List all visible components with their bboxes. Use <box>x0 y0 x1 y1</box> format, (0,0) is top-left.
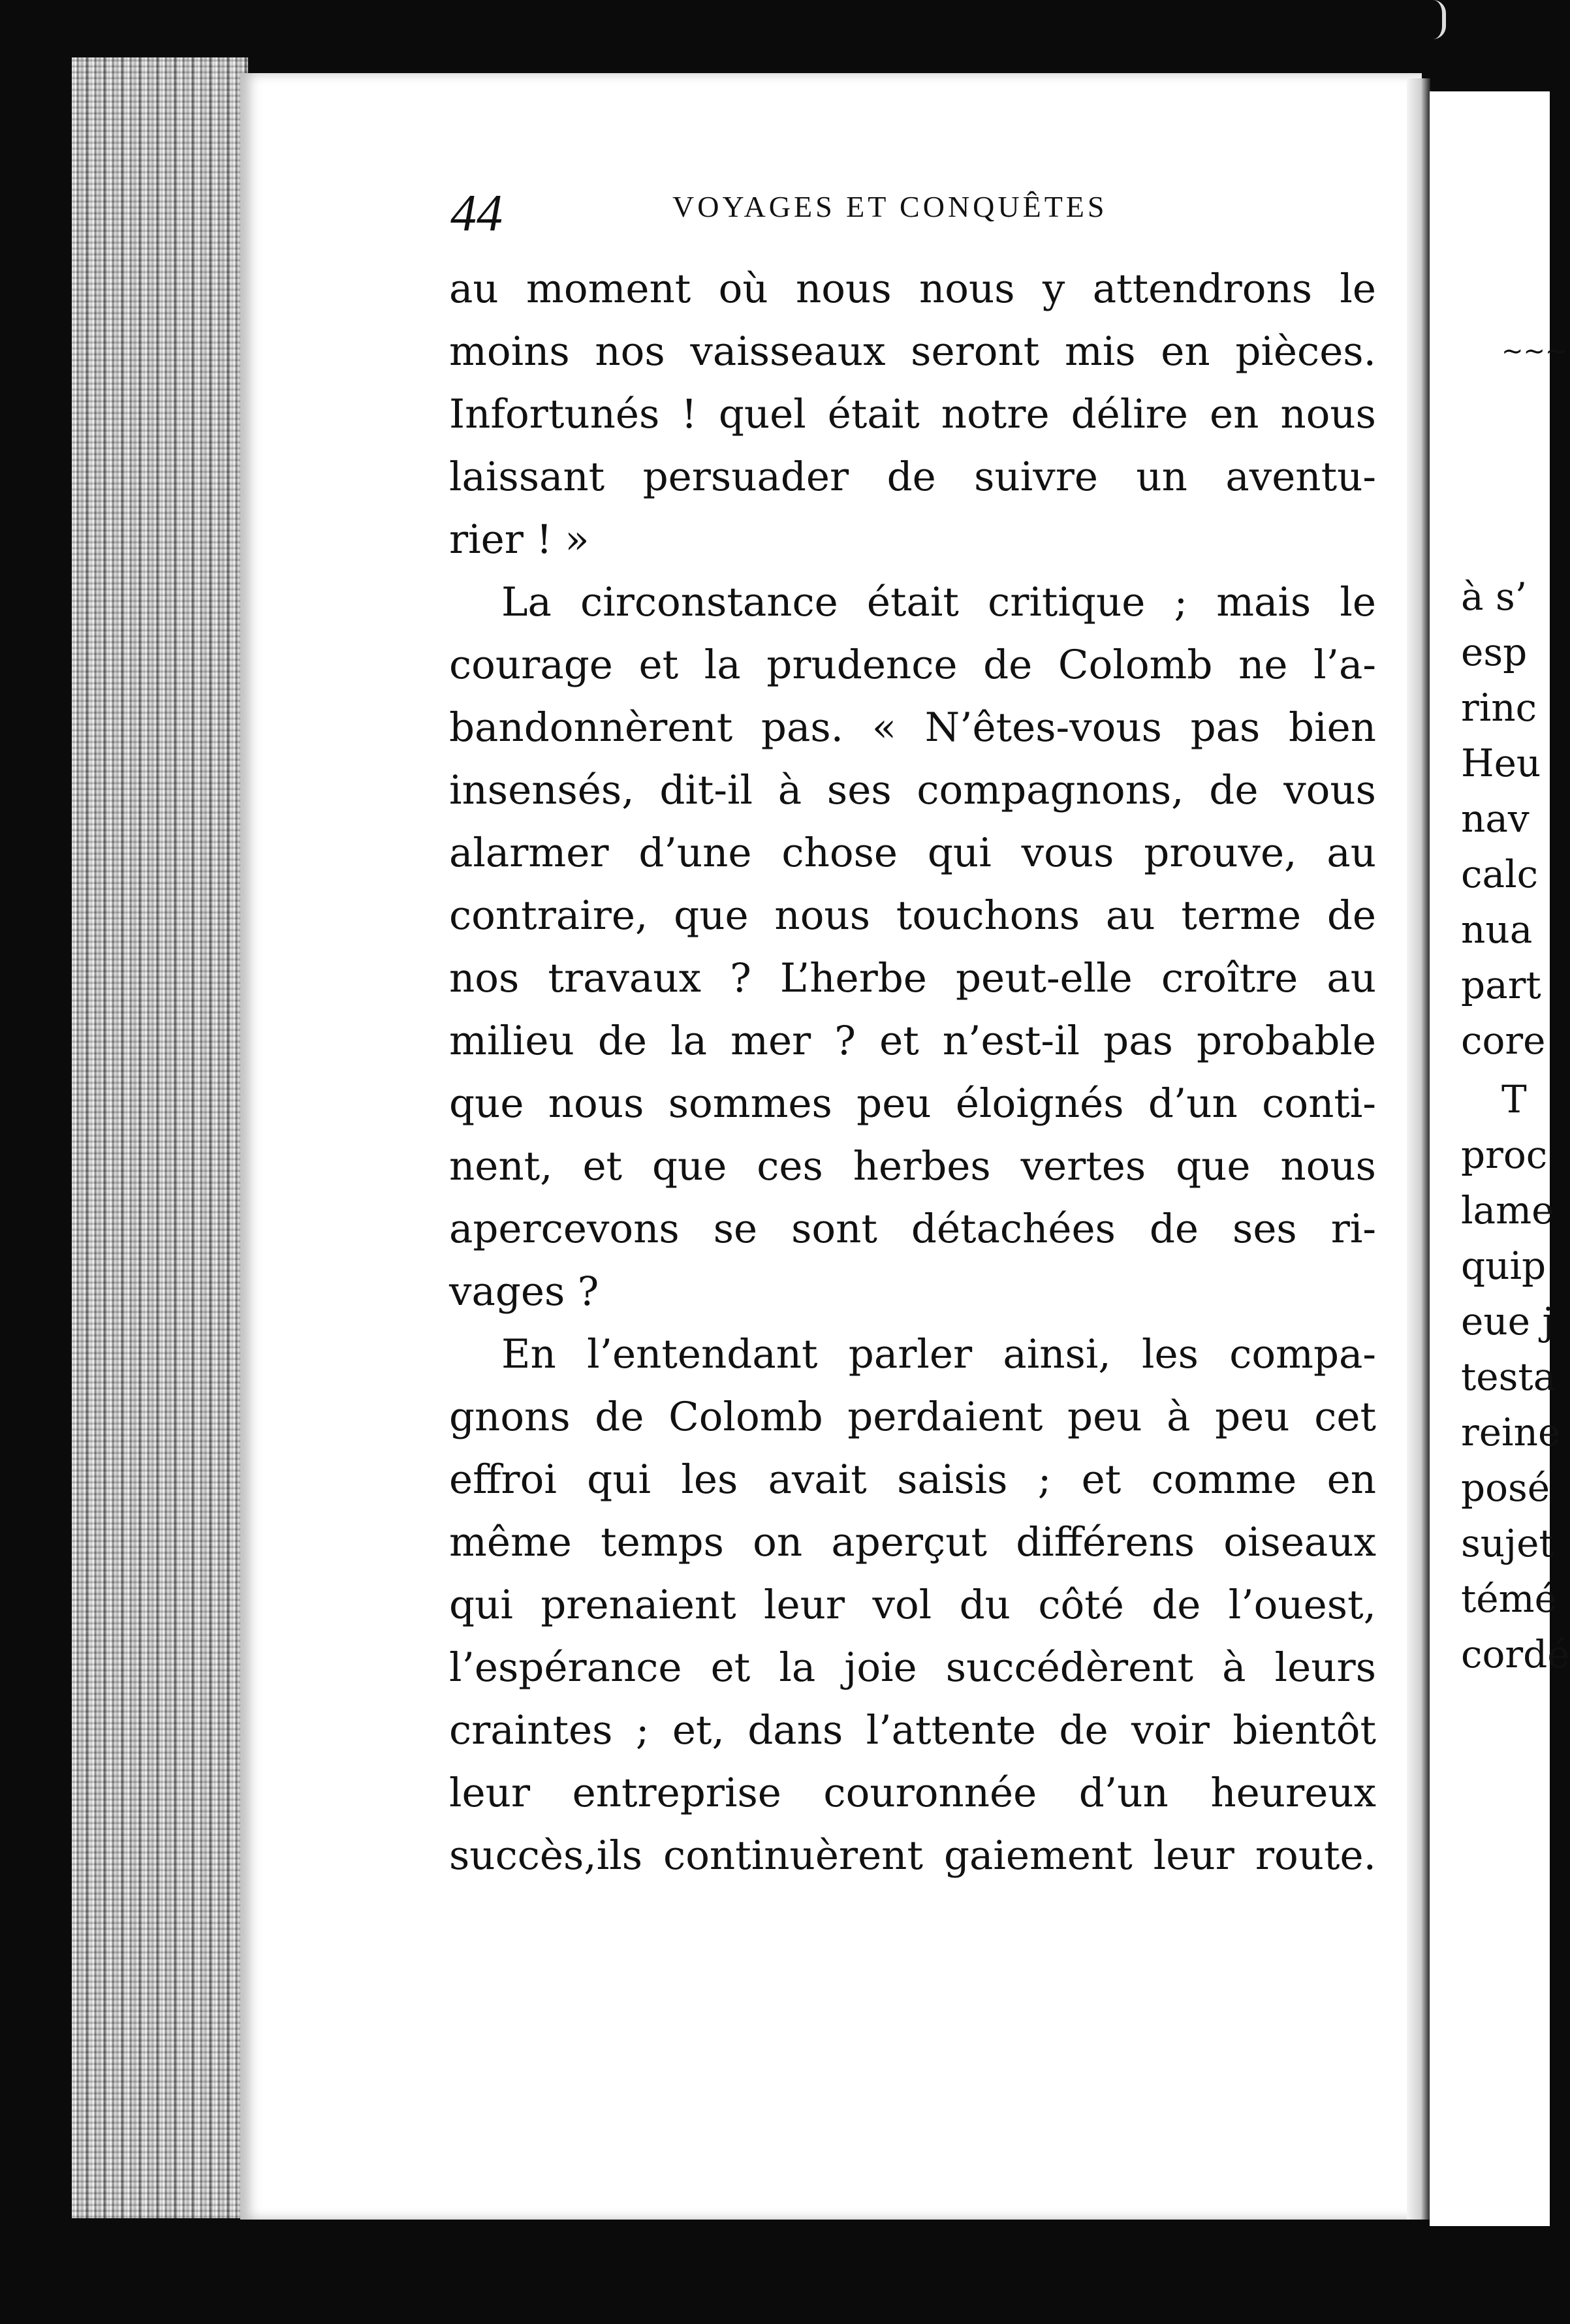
text-line: insensés, dit-il à ses compagnons, de vous <box>449 767 1376 813</box>
text-line: effroi qui les avait saisis ; et comme en <box>449 1456 1376 1503</box>
facing-text-fragment: quip <box>1461 1244 1546 1288</box>
text-line: En l’entendant parler ainsi, les compa- <box>501 1331 1376 1377</box>
facing-text-fragment: à s’ <box>1461 574 1528 619</box>
facing-page <box>1430 91 1570 2226</box>
text-line: l’espérance et la joie succédèrent à leurs <box>449 1644 1376 1691</box>
facing-text-fragment: cordé <box>1461 1632 1570 1676</box>
text-line: leur entreprise couronnée d’un heureux <box>449 1770 1376 1816</box>
text-line: courage et la prudence de Colomb ne l’a- <box>449 642 1376 688</box>
running-head-title: VOYAGES ET CONQUÊTES <box>672 190 1108 223</box>
facing-text-fragment: nua <box>1461 907 1533 952</box>
facing-text-fragment: rinc <box>1461 685 1537 730</box>
book-gutter <box>1407 78 1430 2220</box>
text-line: nent, et que ces herbes vertes que nous <box>449 1143 1376 1189</box>
text-line: moins nos vaisseaux seront mis en pièces. <box>449 328 1376 375</box>
facing-text-fragment: lame <box>1461 1188 1554 1233</box>
text-line: au moment où nous nous y attendrons le <box>449 266 1376 312</box>
facing-text-fragment: proc <box>1461 1133 1548 1177</box>
text-line: milieu de la mer ? et n’est-il pas probable <box>449 1018 1376 1064</box>
text-line: nos travaux ? L’herbe peut-elle croître au <box>449 955 1376 1001</box>
page-number: 44 <box>450 185 503 242</box>
facing-text-fragment: nav <box>1461 796 1530 841</box>
facing-text-fragment: core <box>1461 1018 1546 1063</box>
facing-text-fragment: témé <box>1461 1577 1557 1621</box>
facing-text-fragment: reine <box>1461 1410 1561 1454</box>
text-line: alarmer d’une chose qui vous prouve, au <box>449 830 1376 876</box>
text-line: La circonstance était critique ; mais le <box>501 579 1376 625</box>
facing-text-fragment: posé <box>1461 1466 1550 1510</box>
facing-text-fragment: esp <box>1461 630 1528 674</box>
facing-text-fragment: calc <box>1461 852 1539 896</box>
facing-text-fragment: Heu <box>1461 741 1541 785</box>
text-line: même temps on aperçut différens oiseaux <box>449 1519 1376 1565</box>
facing-text-fragment: part <box>1461 963 1541 1007</box>
page-corner-mark <box>1426 0 1446 39</box>
text-line: que nous sommes peu éloignés d’un conti- <box>449 1080 1376 1127</box>
text-line: gnons de Colomb perdaient peu à peu cet <box>449 1394 1376 1440</box>
facing-ornament: ~~~ <box>1501 336 1567 366</box>
text-line: apercevons se sont détachées de ses ri- <box>449 1206 1376 1252</box>
text-line: Infortunés ! quel était notre délire en nous <box>449 391 1376 437</box>
page-block-shading <box>72 57 248 2218</box>
facing-text-fragment: testa <box>1461 1355 1556 1399</box>
text-line: vages ? <box>449 1268 599 1315</box>
text-line: contraire, que nous touchons au terme de <box>449 892 1376 939</box>
text-line: succès,ils continuèrent gaiement leur route. <box>449 1832 1376 1879</box>
text-line: laissant persuader de suivre un aventu- <box>449 454 1376 500</box>
body-text <box>449 258 1376 1887</box>
text-line: craintes ; et, dans l’attente de voir bientôt <box>449 1707 1376 1753</box>
text-line: bandonnèrent pas. « N’êtes-vous pas bien <box>449 704 1376 751</box>
facing-text-fragment: eue j <box>1461 1299 1554 1343</box>
text-line: qui prenaient leur vol du côté de l’ouest, <box>449 1582 1376 1628</box>
facing-text-fragment: T <box>1501 1077 1527 1122</box>
text-line: rier ! » <box>449 516 589 563</box>
facing-text-fragment: sujet <box>1461 1521 1554 1565</box>
